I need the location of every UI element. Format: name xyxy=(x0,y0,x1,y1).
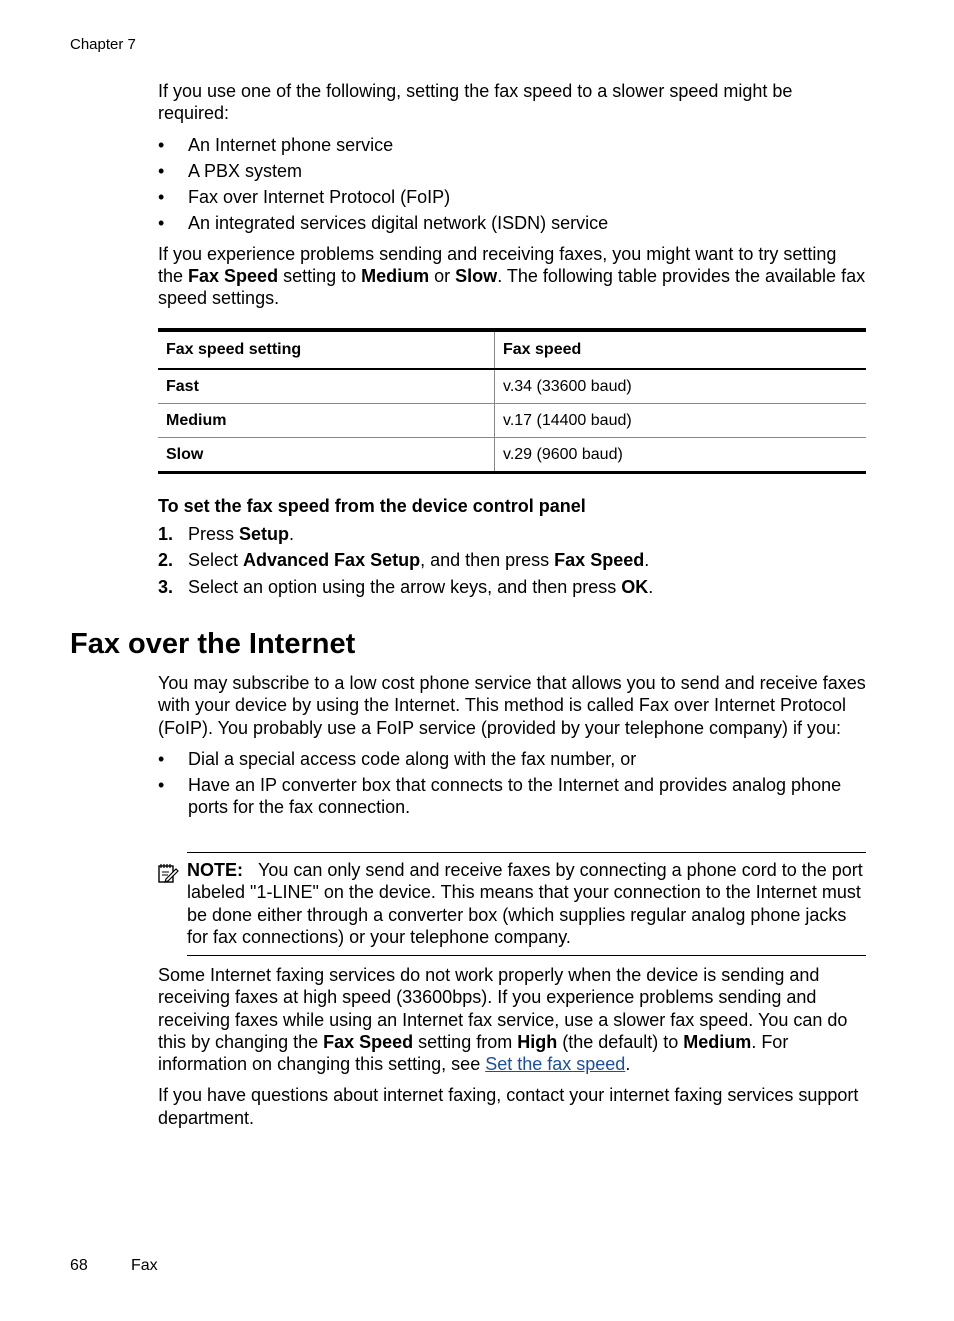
list-item: • An integrated services digital network (ISDN) service xyxy=(158,213,609,234)
list-item: • Dial a special access code along with the fax number, or xyxy=(158,748,637,769)
list-item: • A PBX system xyxy=(158,160,303,181)
column-header: Fax speed setting xyxy=(158,330,495,369)
footer-section: Fax xyxy=(131,1257,158,1274)
list-item: • Have an IP converter box that connects to the Internet and provides analog phone ports for the fax connection. xyxy=(158,775,842,818)
note-box xyxy=(187,852,866,956)
intro-lead: If you use one of the following, setting the fax speed to a slower speed might be required: xyxy=(158,81,793,124)
note-icon xyxy=(157,862,179,884)
section-body-2 xyxy=(158,964,866,1129)
note-text: You can only send and receive faxes by connecting a phone cord to the port labeled "1-LINE" on the device. This means that your connection to the Internet must be done either through a converter box (which supplies regular analog phone jacks for fax connections) or your telephone company. xyxy=(187,860,863,947)
section-paragraph: Some Internet faxing services do not work properly when the device is sending and receiving faxes at high speed (33600bps). If you experience problems sending and receiving faxes while using an Internet fax service, use a slower fax speed. You can do this by changing the Fax Speed setting from High (the default) to Medium. For information on changing this setting, see Set the fax speed. xyxy=(158,965,848,1075)
procedure-steps xyxy=(158,523,866,598)
column-header: Fax speed xyxy=(495,330,867,369)
section-paragraph: You may subscribe to a low cost phone service that allows you to send and receive faxes with your device by using the Internet. This method is called Fax over Internet Protocol (FoIP). You probably use a FoIP service (provided by your telephone company) if you: xyxy=(158,673,866,738)
table-cell: Slow xyxy=(158,438,495,473)
table-cell: v.34 (33600 baud) xyxy=(495,369,867,404)
list-item: • An Internet phone service xyxy=(158,134,394,155)
set-fax-speed-link[interactable]: Set the fax speed xyxy=(485,1054,626,1075)
section-paragraph: If you have questions about internet faxing, contact your internet faxing services support department. xyxy=(158,1085,859,1128)
list-item: • Fax over Internet Protocol (FoIP) xyxy=(158,187,451,208)
table-cell: Medium xyxy=(158,404,495,438)
table-header-row xyxy=(158,330,866,369)
section-body xyxy=(158,672,866,819)
table-cell: v.17 (14400 baud) xyxy=(495,404,867,438)
intro-paragraph: If you experience problems sending and receiving faxes, you might want to try setting the Fax Speed setting to Medium or Slow. The following table provides the available fax speed settings. xyxy=(158,243,866,309)
table-row xyxy=(158,438,866,473)
page-number: 68 xyxy=(70,1257,88,1274)
section-heading: Fax over the Internet xyxy=(70,628,356,660)
table-cell: Fast xyxy=(158,369,495,404)
table-row xyxy=(158,369,866,404)
procedure-title: To set the fax speed from the device control panel xyxy=(158,496,586,516)
fax-speed-table xyxy=(158,328,866,474)
table-cell: v.29 (9600 baud) xyxy=(495,438,867,473)
chapter-header: Chapter 7 xyxy=(70,36,136,53)
step-item: 1. Press Setup. xyxy=(158,524,295,544)
intro-block xyxy=(158,80,866,310)
step-item: 2. Select Advanced Fax Setup, and then press Fax Speed. xyxy=(158,550,650,571)
note-label: NOTE: xyxy=(187,860,243,880)
table-row xyxy=(158,404,866,438)
step-item: 3. Select an option using the arrow keys, and then press OK. xyxy=(158,576,654,597)
